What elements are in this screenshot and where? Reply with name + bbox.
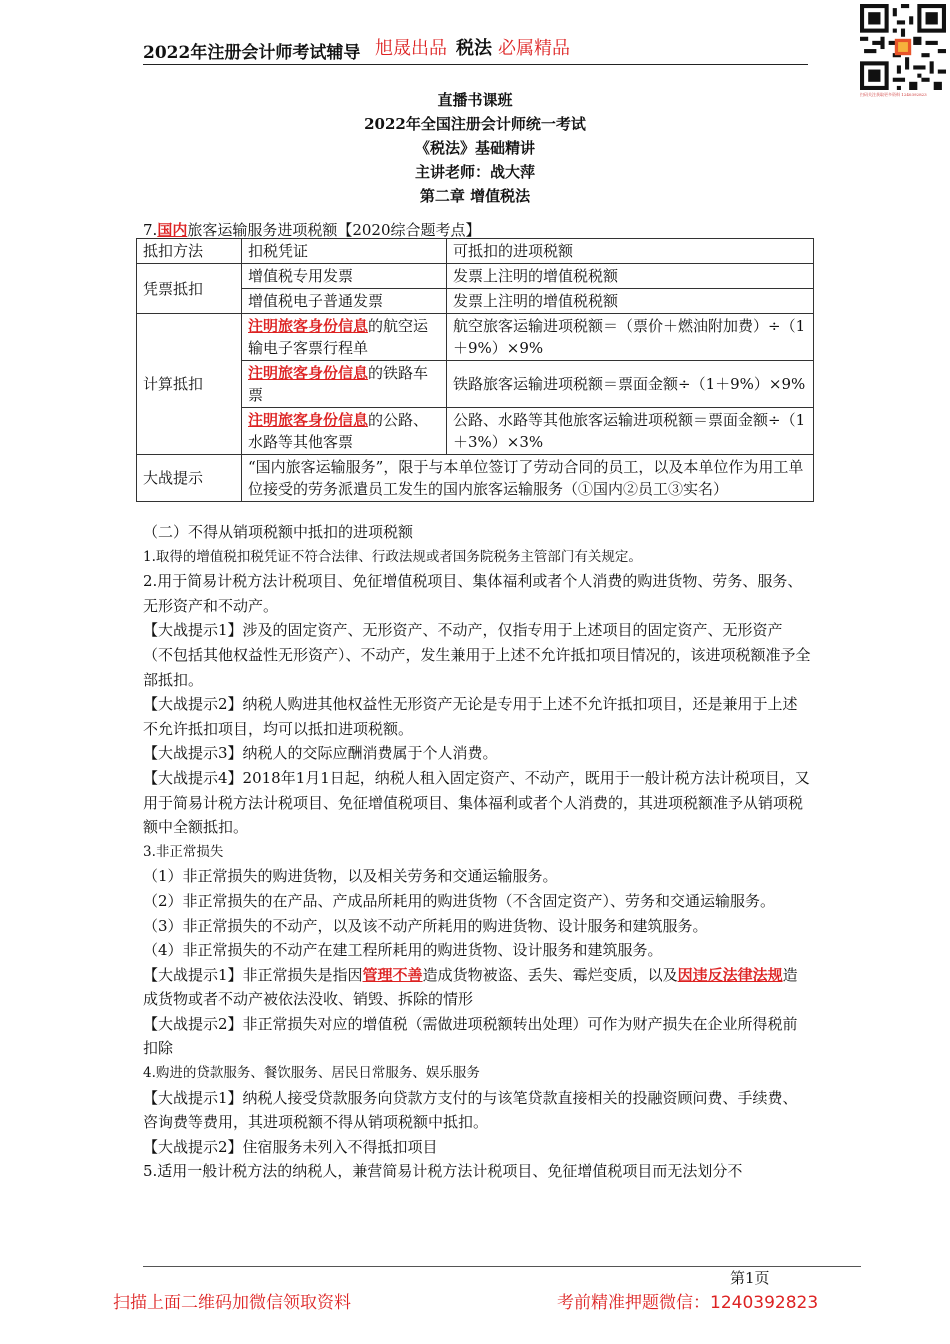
text-run: 造成货物被盗、丢失、霉烂变质，以及: [422, 965, 678, 984]
section-7-highlight: 国内: [157, 221, 188, 239]
body-content: [143, 520, 811, 1184]
calc-method-label: 计算抵扣: [137, 314, 242, 455]
highlight-text: 管理不善: [362, 965, 423, 984]
paragraph: 5.适用一般计税方法的纳税人，兼营简易计税方法计税项目、免征增值税项目而无法划分不: [143, 1162, 743, 1181]
paragraph: 【大战提示1】纳税人接受贷款服务向贷款方支付的与该笔贷款直接相关的投融资顾问费、手续费、咨询费等费用，其进项税额不得从销项税额中抵扣。: [143, 1088, 798, 1132]
header-tag: 必属精品: [498, 38, 570, 59]
header-course-title: 2022年注册会计师考试辅导: [143, 43, 361, 63]
paragraph: 2.用于简易计税方法计税项目、免征增值税项目、集体福利或者个人消费的购进货物、劳务、服务、无形资产和不动产。: [143, 572, 803, 615]
table-header-cell: 扣税凭证: [242, 239, 447, 264]
paragraph: 【大战提示3】纳税人的交际应酬消费属于个人消费。: [143, 744, 498, 763]
paragraph: 【大战提示1】涉及的固定资产、无形资产、不动产，仅指专用于上述项目的固定资产、无形资产（不包括其他权益性无形资产）、不动产，发生兼用于上述不允许抵扣项目情况的，该进项税额准予全部抵扣。: [143, 621, 811, 689]
table-cell-text: 的公路、水路等其他客票: [248, 411, 429, 451]
table-cell: [242, 361, 447, 408]
paragraph: （二）不得从销项税额中抵扣的进项税额: [143, 523, 414, 541]
page-number: 第1页: [730, 1269, 770, 1287]
paragraph: 1.取得的增值税扣税凭证不符合法律、行政法规或者国务院税务主管部门有关规定。: [143, 548, 642, 565]
table-cell: 增值税专用发票: [242, 264, 447, 289]
paragraph: （1）非正常损失的购进货物，以及相关劳务和交通运输服务。: [143, 867, 558, 886]
table-cell: 发票上注明的增值税税额: [447, 264, 814, 289]
paragraph: （2）非正常损失的在产品、产成品所耗用的购进货物（不含固定资产）、劳务和交通运输服务。: [143, 891, 776, 910]
paragraph: （3）非正常损失的不动产，以及该不动产所耗用的购进货物、设计服务和建筑服务。: [143, 916, 708, 935]
title-line-5: 第二章 增值税法: [419, 187, 531, 205]
qr-code-icon[interactable]: [860, 4, 946, 90]
title-line-2: 2022年全国注册会计师统一考试: [364, 115, 586, 133]
table-header-cell: 抵扣方法: [137, 239, 242, 264]
title-line-4: 主讲老师：战大萍: [414, 163, 535, 181]
tip-label: 大战提示: [137, 455, 242, 502]
page-header: [143, 30, 808, 65]
qr-note: 扫码关注获取更多资料 1240392823: [860, 92, 927, 97]
section-7-number: 7.: [143, 221, 158, 239]
table-cell-text: 的铁路车票: [248, 364, 429, 404]
paragraph: 【大战提示4】2018年1月1日起，纳税人租入固定资产、不动产，既用于一般计税方法计税项目，又用于简易计税方法计税项目、免征增值税项目、集体福利或者个人消费的，其进项税额准予从销项税额中全额抵扣。: [143, 768, 810, 837]
paragraph: 3.非正常损失: [143, 843, 224, 860]
table-cell-text: 的航空运输电子客票行程单: [248, 317, 429, 357]
table-cell: [242, 314, 447, 361]
paragraph: 【大战提示2】非正常损失对应的增值税（需做进项税额转出处理）可作为财产损失在企业所得税前扣除: [143, 1014, 798, 1058]
paragraph: [143, 963, 811, 1012]
highlight-text: 注明旅客身份信息: [248, 411, 369, 429]
paragraph: 【大战提示2】纳税人购进其他权益性无形资产无论是专用于上述不允许抵扣项目，还是兼用于上述不允许抵扣项目，均可以抵扣进项税额。: [143, 695, 798, 738]
tip-text: “国内旅客运输服务”，限于与本单位签订了劳动合同的员工，以及本单位作为用工单位接受的劳务派遣员工发生的国内旅客运输服务（①国内②员工③实名）: [242, 455, 814, 502]
section-7-heading: [143, 219, 481, 240]
text-run: 【大战提示1】非正常损失是指因: [143, 965, 363, 984]
paragraph: （4）非正常损失的不动产在建工程所耗用的购进货物、设计服务和建筑服务。: [143, 941, 663, 960]
header-subject: 税法: [456, 38, 492, 59]
highlight-text: 注明旅客身份信息: [248, 364, 369, 382]
document-titles: [0, 88, 950, 208]
table-cell: [242, 408, 447, 455]
ticket-method-label: 凭票抵扣: [137, 264, 242, 314]
highlight-text: 注明旅客身份信息: [248, 317, 369, 335]
paragraph: 4.购进的贷款服务、餐饮服务、居民日常服务、娱乐服务: [143, 1065, 480, 1082]
table-cell: 增值税电子普通发票: [242, 289, 447, 314]
header-brand: 旭晟出品: [375, 38, 447, 59]
highlight-text: 因违反法律法规: [677, 965, 783, 984]
section-7-text: 旅客运输服务进项税额【2020综合题考点】: [187, 221, 481, 239]
text-run: 造成货物或者不动产被依法没收、销毁、拆除的情形: [143, 965, 798, 1009]
table-cell: 铁路旅客运输进项税额＝票面金额÷（1＋9%）×9%: [447, 361, 814, 408]
table-header-cell: 可抵扣的进项税额: [447, 239, 814, 264]
table-row: [137, 314, 814, 361]
footer-right-note: 考前精准押题微信：1240392823: [557, 1293, 819, 1313]
table-cell: 航空旅客运输进项税额＝（票价＋燃油附加费）÷（1＋9%）×9%: [447, 314, 814, 361]
footer-left-note: 扫描上面二维码加微信领取资料: [113, 1293, 351, 1313]
title-line-3: 《税法》基础精讲: [414, 139, 535, 157]
table-cell: 发票上注明的增值税税额: [447, 289, 814, 314]
title-line-1: 直播书课班: [437, 91, 513, 109]
deduction-table: [136, 238, 814, 502]
paragraph: 【大战提示2】住宿服务未列入不得抵扣项目: [143, 1137, 438, 1156]
table-header-row: [137, 239, 814, 264]
table-row: [137, 455, 814, 502]
table-row: [137, 264, 814, 289]
table-cell: 公路、水路等其他旅客运输进项税额＝票面金额÷（1＋3%）×3%: [447, 408, 814, 455]
